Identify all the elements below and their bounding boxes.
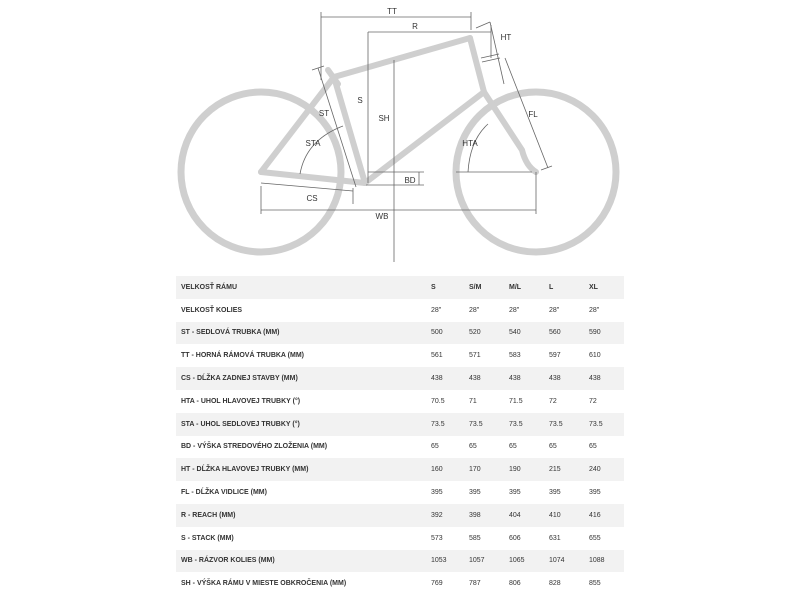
cell-value: 395 (544, 481, 584, 504)
row-label: VELKOSŤ KOLIES (176, 299, 426, 322)
bike-geometry-diagram (0, 0, 800, 270)
cell-value: 416 (584, 504, 624, 527)
cell-value: 500 (426, 322, 464, 345)
size-s: S (426, 276, 464, 299)
cell-value: 1053 (426, 550, 464, 573)
cell-value: 560 (544, 322, 584, 345)
size-xl: XL (584, 276, 624, 299)
cell-value: 438 (584, 367, 624, 390)
row-label: R - REACH (MM) (176, 504, 426, 527)
label-sta: STA (305, 139, 321, 148)
cell-value: 597 (544, 344, 584, 367)
label-st: ST (318, 109, 330, 118)
label-cs: CS (306, 194, 318, 203)
row-label: HTA - UHOL HLAVOVEJ TRUBKY (°) (176, 390, 426, 413)
row-label: ST - SEDLOVÁ TRUBKA (MM) (176, 322, 426, 345)
cell-value: 404 (504, 504, 544, 527)
label-r: R (412, 22, 418, 31)
cell-value: 571 (464, 344, 504, 367)
cell-value: 855 (584, 572, 624, 595)
cell-value: 28" (544, 299, 584, 322)
cell-value: 65 (464, 436, 504, 459)
row-label: WB - RÁZVOR KOLIES (MM) (176, 550, 426, 573)
cell-value: 190 (504, 458, 544, 481)
geometry-table (176, 276, 624, 595)
table-row (176, 344, 624, 367)
table-row (176, 322, 624, 345)
size-sm: S/M (464, 276, 504, 299)
cell-value: 72 (544, 390, 584, 413)
cell-value: 561 (426, 344, 464, 367)
cell-value: 631 (544, 527, 584, 550)
label-ht: HT (500, 33, 512, 42)
cell-value: 806 (504, 572, 544, 595)
cell-value: 28" (504, 299, 544, 322)
cell-value: 73.5 (504, 413, 544, 436)
cell-value: 70.5 (426, 390, 464, 413)
row-label: FL - DĹŽKA VIDLICE (MM) (176, 481, 426, 504)
table-row (176, 413, 624, 436)
label-tt: TT (387, 7, 397, 16)
cell-value: 540 (504, 322, 544, 345)
cell-value: 769 (426, 572, 464, 595)
cell-value: 71.5 (504, 390, 544, 413)
cell-value: 787 (464, 572, 504, 595)
cell-value: 1088 (584, 550, 624, 573)
cell-value: 65 (584, 436, 624, 459)
table-row (176, 572, 624, 595)
cell-value: 28" (584, 299, 624, 322)
cell-value: 395 (504, 481, 544, 504)
row-label: BD - VÝŠKA STREDOVÉHO ZLOŽENIA (MM) (176, 436, 426, 459)
row-label: STA - UHOL SEDLOVEJ TRUBKY (°) (176, 413, 426, 436)
cell-value: 28" (426, 299, 464, 322)
cell-value: 520 (464, 322, 504, 345)
label-fl: FL (528, 110, 538, 119)
cell-value: 73.5 (464, 413, 504, 436)
cell-value: 73.5 (544, 413, 584, 436)
cell-value: 606 (504, 527, 544, 550)
cell-value: 65 (544, 436, 584, 459)
table-row (176, 550, 624, 573)
measurement-lines (261, 12, 552, 262)
cell-value: 828 (544, 572, 584, 595)
table-row (176, 504, 624, 527)
label-bd: BD (404, 176, 416, 185)
cell-value: 72 (584, 390, 624, 413)
cell-value: 438 (426, 367, 464, 390)
row-label: CS - DĹŽKA ZADNEJ STAVBY (MM) (176, 367, 426, 390)
cell-value: 398 (464, 504, 504, 527)
cell-value: 395 (584, 481, 624, 504)
cell-value: 73.5 (426, 413, 464, 436)
cell-value: 65 (426, 436, 464, 459)
cell-value: 73.5 (584, 413, 624, 436)
table-row (176, 481, 624, 504)
cell-value: 610 (584, 344, 624, 367)
cell-value: 240 (584, 458, 624, 481)
cell-value: 410 (544, 504, 584, 527)
row-label: SH - VÝŠKA RÁMU V MIESTE OBKROČENIA (MM) (176, 572, 426, 595)
label-wb: WB (375, 212, 389, 221)
cell-value: 438 (464, 367, 504, 390)
cell-value: 160 (426, 458, 464, 481)
table-row (176, 458, 624, 481)
table-header-row (176, 276, 624, 299)
row-label: TT - HORNÁ RÁMOVÁ TRUBKA (MM) (176, 344, 426, 367)
label-hta: HTA (462, 139, 478, 148)
cell-value: 65 (504, 436, 544, 459)
cell-value: 392 (426, 504, 464, 527)
table-row (176, 390, 624, 413)
cell-value: 28" (464, 299, 504, 322)
size-ml: M/L (504, 276, 544, 299)
cell-value: 71 (464, 390, 504, 413)
cell-value: 585 (464, 527, 504, 550)
table-row (176, 436, 624, 459)
cell-value: 395 (426, 481, 464, 504)
cell-value: 583 (504, 344, 544, 367)
cell-value: 590 (584, 322, 624, 345)
bike-frame (261, 38, 536, 183)
cell-value: 215 (544, 458, 584, 481)
size-l: L (544, 276, 584, 299)
cell-value: 438 (504, 367, 544, 390)
table-row (176, 527, 624, 550)
header-label: VELKOSŤ RÁMU (176, 276, 426, 299)
table-row (176, 299, 624, 322)
cell-value: 1074 (544, 550, 584, 573)
cell-value: 1057 (464, 550, 504, 573)
cell-value: 573 (426, 527, 464, 550)
table-row (176, 367, 624, 390)
row-label: HT - DĹŽKA HLAVOVEJ TRUBKY (MM) (176, 458, 426, 481)
label-sh: SH (378, 114, 390, 123)
cell-value: 438 (544, 367, 584, 390)
cell-value: 1065 (504, 550, 544, 573)
label-s: S (357, 96, 363, 105)
row-label: S - STACK (MM) (176, 527, 426, 550)
cell-value: 655 (584, 527, 624, 550)
cell-value: 395 (464, 481, 504, 504)
cell-value: 170 (464, 458, 504, 481)
